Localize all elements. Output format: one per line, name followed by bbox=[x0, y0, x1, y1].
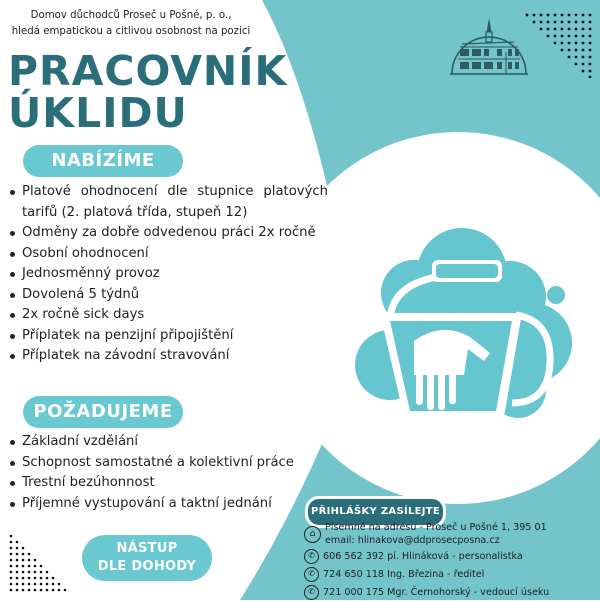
offer-item: Odměny za dobře odvedenou práci 2x ročně bbox=[6, 223, 328, 244]
requirement-item: Základní vzdělání bbox=[6, 432, 306, 453]
apply-heading-pill: PŘIHLÁŠKY ZASÍLEJTE bbox=[305, 496, 446, 528]
offer-item: Dovolená 5 týdnů bbox=[6, 285, 328, 306]
offers-list bbox=[6, 182, 328, 367]
phone-contact[interactable]: 724 650 118 Ing. Březina - ředitel bbox=[323, 568, 485, 580]
email-address[interactable]: email: hlinakova@ddprosecposna.cz bbox=[325, 535, 500, 546]
phone-icon: ✆ bbox=[304, 585, 319, 600]
phone-row bbox=[304, 547, 549, 565]
offer-item: Osobní ohodnocení bbox=[6, 244, 328, 265]
offer-item: Příplatek na penzijní připojištění bbox=[6, 326, 328, 347]
phone-icon: ✆ bbox=[304, 549, 319, 564]
phone-contact[interactable]: 606 562 392 pí. Hlináková - personalistka bbox=[323, 550, 523, 562]
postal-address: Písemně na adresu - Proseč u Pošné 1, 395 01 bbox=[325, 522, 547, 533]
address-row bbox=[304, 521, 549, 547]
start-date-pill bbox=[82, 535, 212, 581]
intro-line-1: Domov důchodců Proseč u Pošné, p. o., bbox=[30, 10, 232, 21]
offer-item: Příplatek na závodní stravování bbox=[6, 346, 328, 367]
offer-item: 2x ročně sick days bbox=[6, 305, 328, 326]
requirement-item: Trestní bezúhonnost bbox=[6, 473, 306, 494]
start-line-2: DLE DOHODY bbox=[97, 559, 197, 574]
contact-info bbox=[304, 521, 549, 601]
dot-pattern-bottom-left bbox=[8, 533, 70, 595]
requirement-item: Příjemné vystupování a taktní jednání bbox=[6, 494, 306, 515]
phone-icon: ✆ bbox=[304, 567, 319, 582]
home-icon: ⌂ bbox=[304, 526, 321, 543]
offer-item: Platové ohodnocení dle stupnice platových tarifů (2. platová třída, stupeň 12) bbox=[6, 182, 328, 223]
cleaning-bucket-illustration-icon bbox=[352, 225, 572, 420]
page-title bbox=[8, 47, 288, 137]
phone-row bbox=[304, 583, 549, 601]
title-line-1: PRACOVNÍK bbox=[8, 47, 288, 95]
dot-pattern-top-right bbox=[523, 12, 595, 78]
start-line-1: NÁSTUP bbox=[116, 541, 178, 556]
building-logo-icon bbox=[448, 14, 530, 76]
offers-heading-pill: NABÍZÍME bbox=[23, 145, 183, 177]
intro-text bbox=[0, 8, 262, 40]
requirements-list bbox=[6, 432, 306, 514]
offer-item: Jednosměnný provoz bbox=[6, 264, 328, 285]
title-line-2: ÚKLIDU bbox=[8, 89, 188, 137]
requirements-heading-pill: POŽADUJEME bbox=[23, 396, 183, 428]
requirement-item: Schopnost samostatné a kolektivní práce bbox=[6, 453, 306, 474]
phone-row bbox=[304, 565, 549, 583]
intro-line-2: hledá empatickou a citlivou osobnost na pozici bbox=[11, 26, 251, 37]
phone-contact[interactable]: 721 000 175 Mgr. Černohorský - vedoucí úseku bbox=[323, 586, 550, 598]
